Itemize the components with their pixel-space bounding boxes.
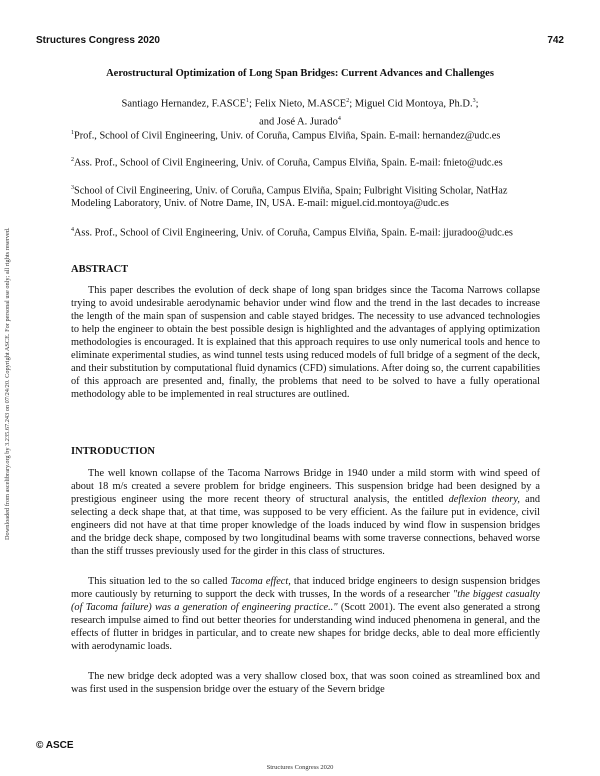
download-notice-text: Downloaded from ascelibrary.org by 3.235.67.243 on 07/24/20. Copyright ASCE. For personal use only; all rights reserved. xyxy=(4,227,11,540)
affiliation-4-text: Ass. Prof., School of Civil Engineering, Univ. of Coruña, Campus Elviña, Spain. E-mail: jjuradoo@udc.es xyxy=(74,227,513,239)
page-footer: Structures Congress 2020 xyxy=(266,764,334,771)
author-3: ; Miguel Cid Montoya, Ph.D. xyxy=(349,98,473,110)
author-list xyxy=(70,94,530,129)
intro-p1-part-b: and selecting a deck shape that, at that time, was supposed to be very efficient. As the failure put in evidence, civil engineers did not have at that time proper knowledge of the loads induced by wind flow in suspension bridges and the bridge deck shape, composed by two longitudinal beams with some traverse connections, behaved worse than the stiff trusses previously used for the girder in this class of structures. xyxy=(71,494,541,557)
author-3-sup: 3 xyxy=(472,98,476,104)
affiliation-3 xyxy=(71,182,541,210)
intro-p2-part-c: (Scott 2001). The event also generated a strong research impulse aimed to find out better theories for understanding wind induced phenomena in general, and the effects of flutter in bridges in particular, and to create new shapes for bridge decks, able to deal more efficiently with aerodynamic loads. xyxy=(71,602,540,652)
paper-title: Aerostructural Optimization of Long Span Bridges: Current Advances and Challenges xyxy=(106,68,494,79)
affiliation-4-sup: 4 xyxy=(71,227,74,233)
affiliation-2 xyxy=(71,154,541,169)
intro-p2-part-a: This situation led to the so called xyxy=(88,576,231,587)
intro-p2-part-b: that induced bridge engineers to design suspension bridges more cautiously by returning to support the deck with trusses, In the words of a researcher xyxy=(71,576,540,600)
affiliation-2-text: Ass. Prof., School of Civil Engineering, Univ. of Coruña, Campus Elviña, Spain. E-mail: fnieto@udc.es xyxy=(74,157,503,169)
abstract-heading: ABSTRACT xyxy=(71,264,129,275)
abstract-text: This paper describes the evolution of deck shape of long span bridges since the Tacoma Narrows collapse trying to avoid undesirable aerodynamic behavior under wind flow and the trend in the last decades to increase the length of the main span of suspension and cable stayed bridges. The necessity to use advanced technologies to help the engineer to obtain the best possible design is highlighted and the advantages of applying optimization methodologies is encouraged. It is explained that this approach requires to use only numerical tools and hence to eliminate experimental studies, as wind tunnel tests using reduced models of full bridge of a segment of the deck, and their substitution by computational fluid dynamics (CFD) simulations. After doing so, the current capabilities of this approach are presented and, finally, the problems that need to be solved to have a fully operational methodology able to be implemented in real structures are outlined. xyxy=(71,285,540,400)
author-line-1 xyxy=(70,94,530,112)
intro-p1-part-a: The well known collapse of the Tacoma Narrows Bridge in 1940 under a mild storm with wind speed of about 18 m/s created a severe problem for bridge engineers. This suspension bridge had been designed by a prestigious engineer using the more recent theory of structural analysis, the entitled xyxy=(71,468,540,505)
intro-p2-quote: "the biggest casualty (of Tacoma failure) was a generation of engineering practice.." xyxy=(71,589,540,613)
copyright-mark: © ASCE xyxy=(36,740,74,751)
intro-p1-emphasis: deflexion theory, xyxy=(448,494,520,505)
running-header: Structures Congress 2020 xyxy=(36,35,160,46)
affiliation-1 xyxy=(71,127,541,142)
author-1: Santiago Hernandez, F.ASCE xyxy=(121,98,247,110)
author-4: and José A. Jurado xyxy=(259,116,338,127)
affiliation-1-text: Prof., School of Civil Engineering, Univ. of Coruña, Campus Elviña, Spain. E-mail: hernandez@udc.es xyxy=(74,130,501,142)
affiliation-3-text: School of Civil Engineering, Univ. of Coruña, Campus Elviña, Spain; Fulbright Visiting Scholar, NatHaz Modeling Laboratory, Univ. of Notre Dame, IN, USA. E-mail: miguel.cid.montoya@udc.es xyxy=(71,185,508,210)
page-number: 742 xyxy=(547,35,564,46)
author-2: ; Felix Nieto, M.ASCE xyxy=(249,98,347,110)
affiliation-1-sup: 1 xyxy=(71,130,74,136)
intro-paragraph-2 xyxy=(71,575,540,653)
author-1-sup: 1 xyxy=(246,98,250,104)
affiliation-4 xyxy=(71,224,541,239)
intro-p2-emphasis-1: Tacoma effect, xyxy=(230,576,291,587)
author-4-sup: 4 xyxy=(337,115,341,122)
intro-paragraph-1 xyxy=(71,467,540,558)
introduction-heading: INTRODUCTION xyxy=(71,446,156,457)
intro-paragraph-3: The new bridge deck adopted was a very shallow closed box, that was soon coined as streamlined box and was first used in the suspension bridge over the estuary of the Severn bridge xyxy=(71,671,540,695)
author-2-sup: 2 xyxy=(346,98,350,104)
author-line-end: ; xyxy=(475,98,479,110)
affiliation-2-sup: 2 xyxy=(71,157,74,163)
affiliation-3-sup: 3 xyxy=(71,185,74,191)
